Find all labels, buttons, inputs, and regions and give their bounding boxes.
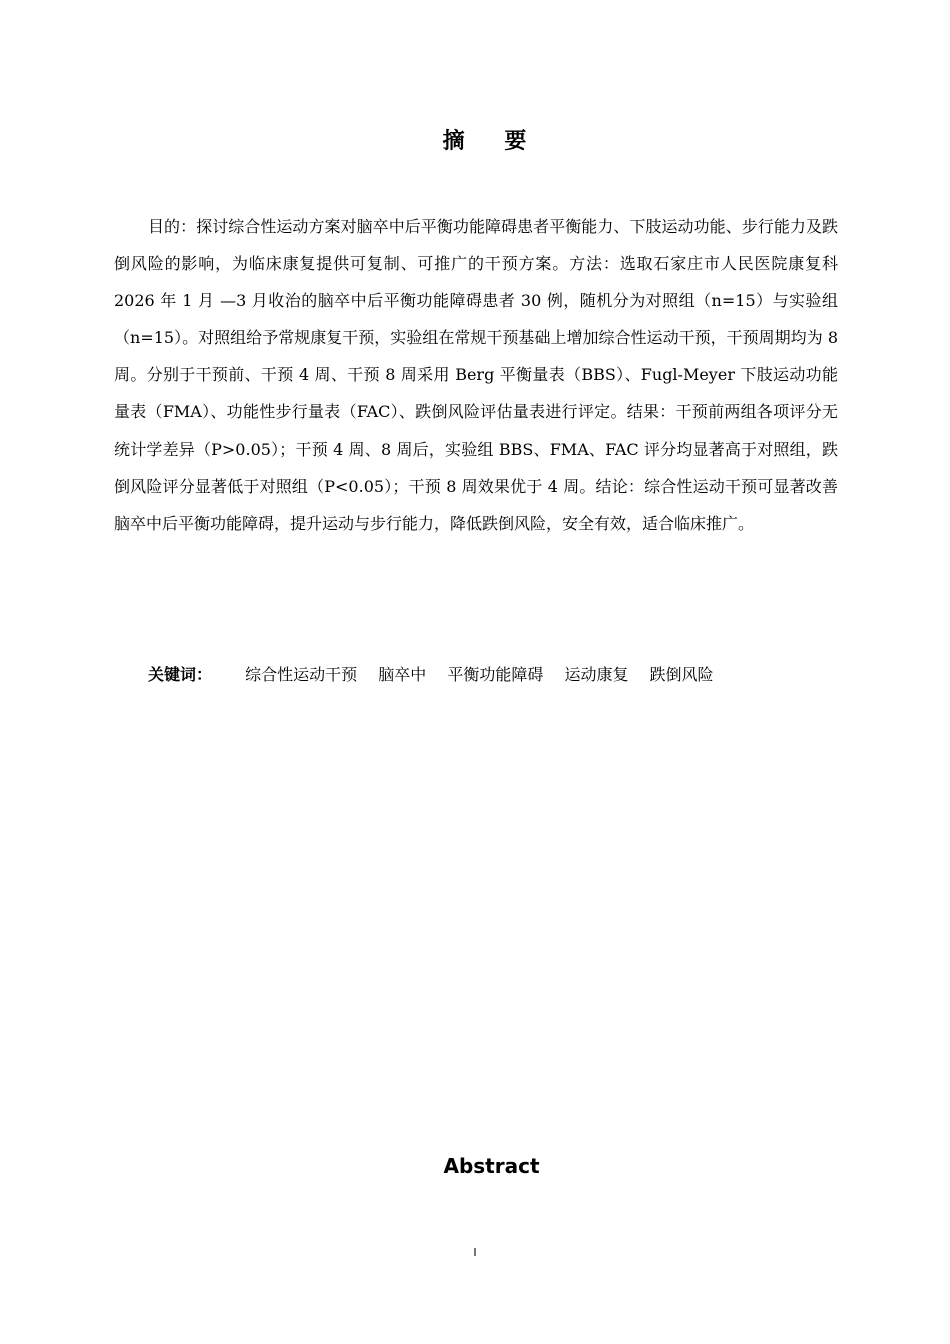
keywords-line xyxy=(148,660,848,690)
keyword-item: 平衡功能障碍 xyxy=(447,665,544,684)
keyword-item: 运动康复 xyxy=(564,665,629,684)
keyword-item: 脑卒中 xyxy=(378,665,427,684)
abstract-body: 目的：探讨综合性运动方案对脑卒中后平衡功能障碍患者平衡能力、下肢运动功能、步行能力及跌倒风险的影响，为临床康复提供可复制、可推广的干预方案。方法：选取石家庄市人民医院康复科 2026 年 1 月 —3 月收治的脑卒中后平衡功能障碍患者 30 例，随机分为对照组（n=15）与实验组（n=15）。对照组给予常规康复干预，实验组在常规干预基础上增加综合性运动干预，干预周期均为 8 周。分别于干预前、干预 4 周、干预 8 周采用 Berg 平衡量表（BBS）、Fugl-Meyer 下肢运动功能量表（FMA）、功能性步行量表（FAC）、跌倒风险评估量表进行评定。结果：干预前两组各项评分无统计学差异（P>0.05）；干预 4 周、8 周后，实验组 BBS、FMA、FAC 评分均显著高于对照组，跌倒风险评分显著低于对照组（P<0.05）；干预 8 周效果优于 4 周。结论：综合性运动干预可显著改善脑卒中后平衡功能障碍，提升运动与步行能力，降低跌倒风险，安全有效，适合临床推广。 xyxy=(114,217,838,533)
keywords-label: 关键词： xyxy=(148,665,213,684)
abstract-heading-en: Abstract xyxy=(443,1154,540,1178)
keyword-item: 综合性运动干预 xyxy=(245,665,358,684)
page-title: 摘 要 xyxy=(442,129,543,154)
page-number: I xyxy=(473,1246,477,1259)
keyword-item: 跌倒风险 xyxy=(649,665,714,684)
